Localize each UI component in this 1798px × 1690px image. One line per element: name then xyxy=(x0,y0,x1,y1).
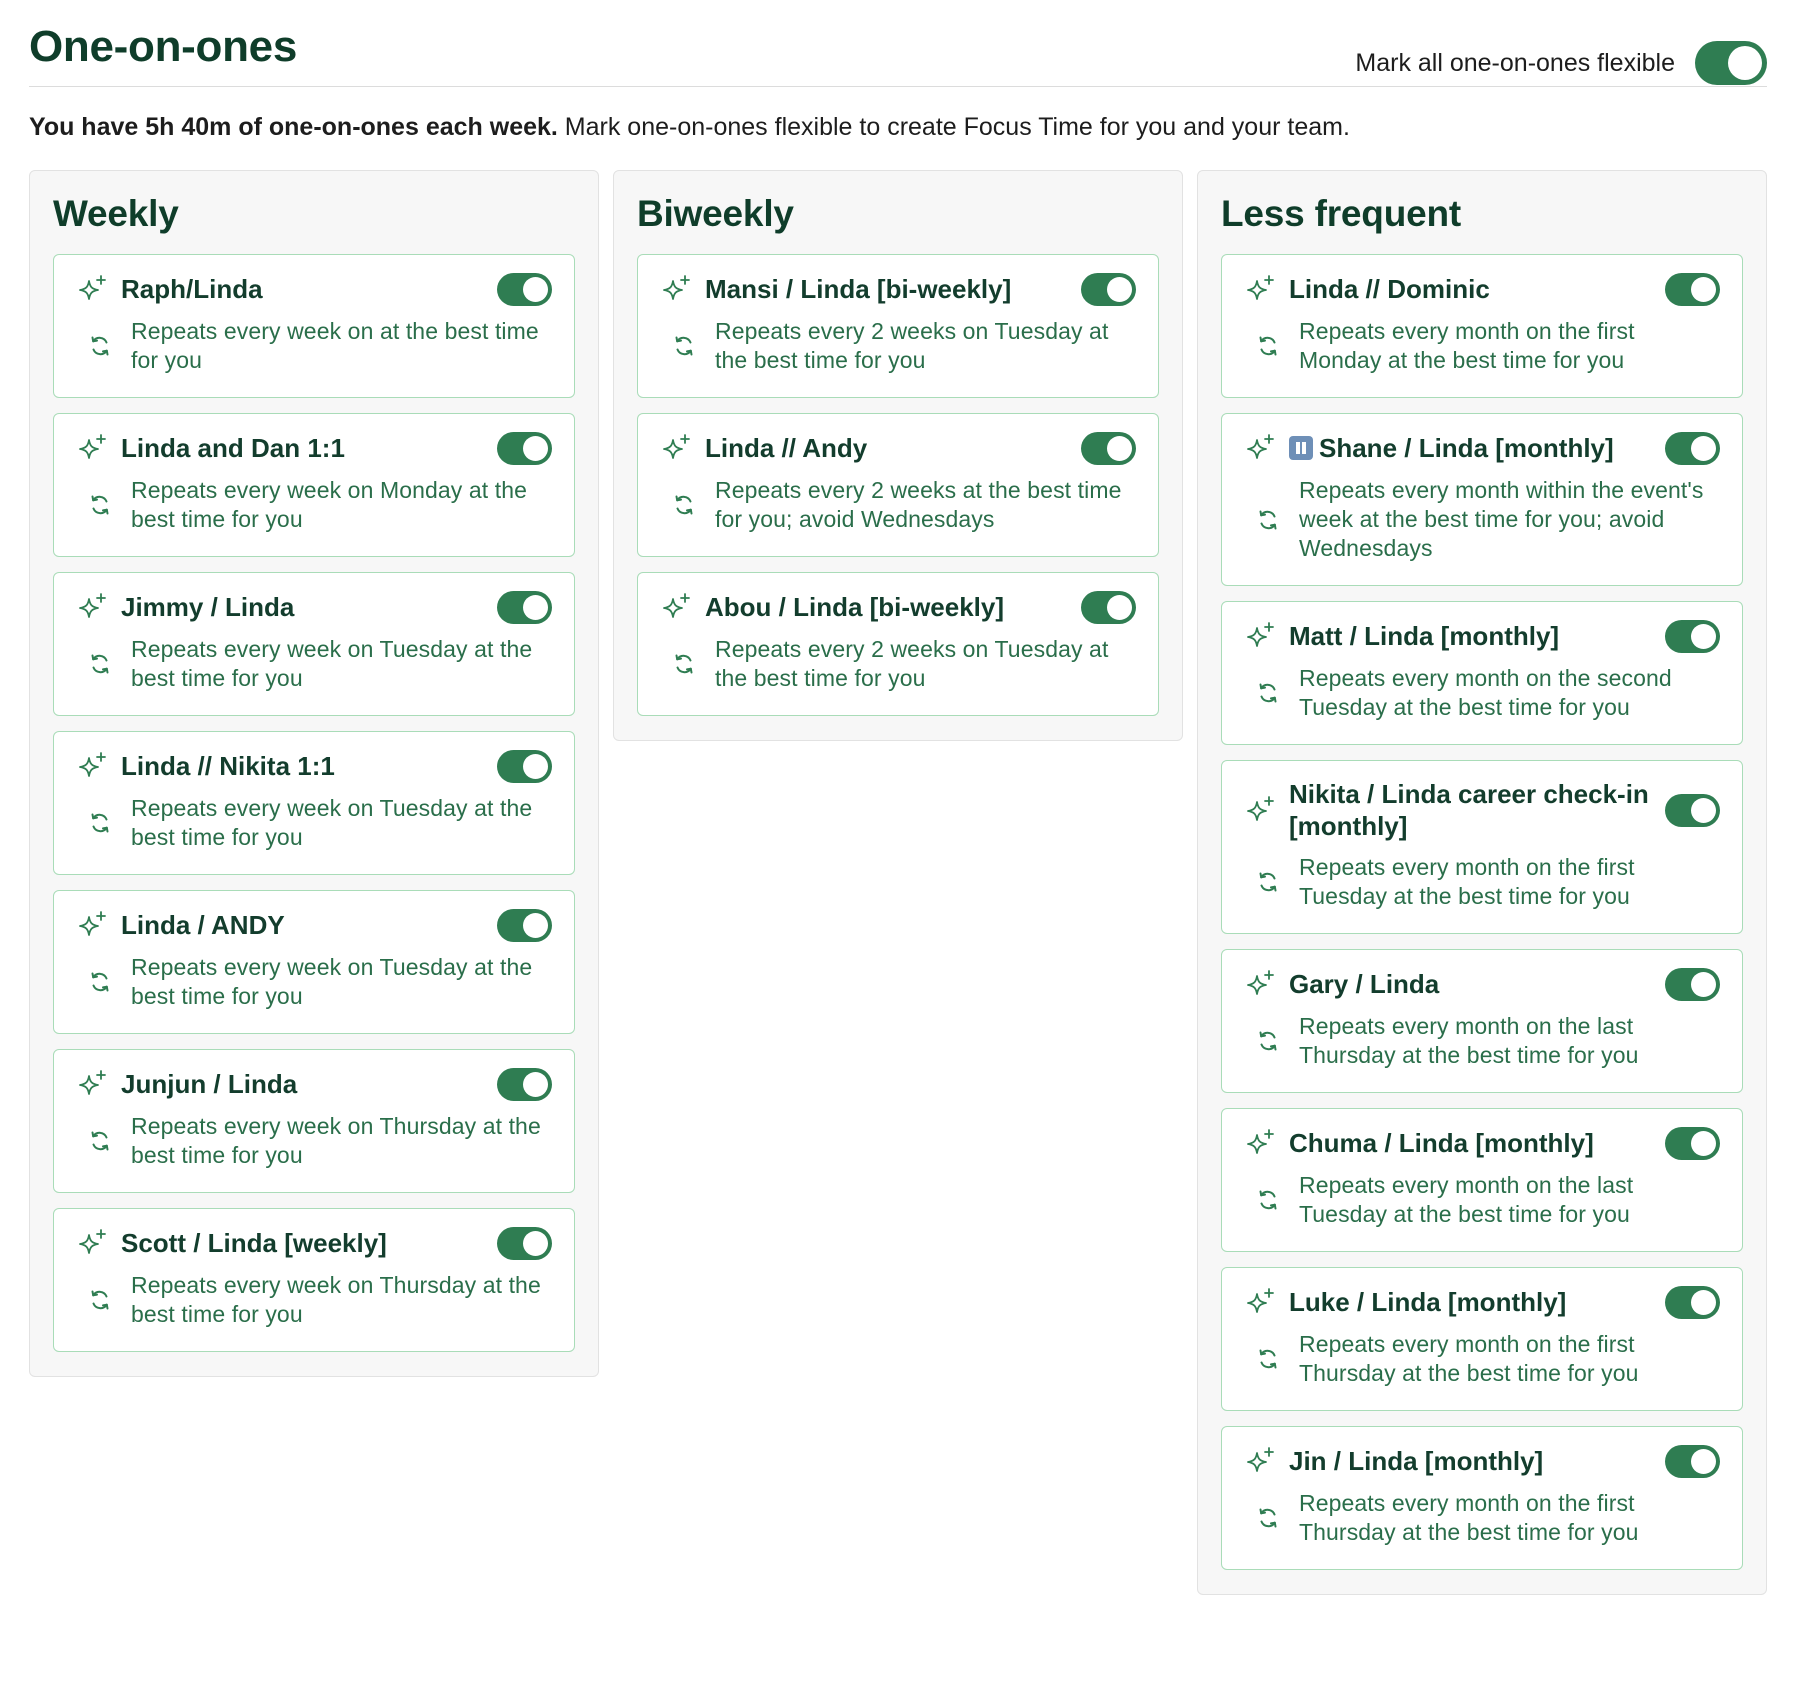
toggle-knob xyxy=(1691,624,1716,649)
sparkle-icon xyxy=(1245,794,1277,826)
toggle-knob xyxy=(1691,798,1716,823)
flexible-toggle[interactable] xyxy=(1665,1286,1720,1319)
card-description: Repeats every week on Tuesday at the best time for you xyxy=(131,795,533,850)
sparkle-icon xyxy=(661,591,693,623)
card-header xyxy=(1245,1126,1720,1160)
one-on-one-card xyxy=(53,731,575,875)
card-title xyxy=(705,273,1011,305)
toggle-knob xyxy=(1107,277,1132,302)
one-on-one-card xyxy=(637,254,1159,398)
card-body xyxy=(1245,1012,1720,1070)
repeat-icon xyxy=(1255,680,1281,706)
card-body xyxy=(661,635,1136,693)
card-title-wrap xyxy=(77,909,285,941)
card-description: Repeats every month on the first Monday at the best time for you xyxy=(1299,318,1635,373)
sparkle-icon xyxy=(77,432,109,464)
repeat-icon xyxy=(1255,1346,1281,1372)
repeat-icon xyxy=(671,651,697,677)
card-description: Repeats every 2 weeks at the best time for you; avoid Wednesdays xyxy=(715,477,1122,532)
column-title: Biweekly xyxy=(637,193,794,234)
card-title-text: Gary / Linda xyxy=(1289,969,1440,999)
card-header xyxy=(1245,1285,1720,1319)
flexible-toggle[interactable] xyxy=(497,432,552,465)
card-description: Repeats every 2 weeks on Tuesday at the best time for you xyxy=(715,636,1109,691)
toggle-knob xyxy=(1728,46,1762,80)
flexible-toggle[interactable] xyxy=(1665,968,1720,1001)
card-body xyxy=(77,476,552,534)
card-title-wrap xyxy=(77,273,263,305)
card-description: Repeats every 2 weeks on Tuesday at the best time for you xyxy=(715,318,1109,373)
one-on-one-card xyxy=(1221,949,1743,1093)
sparkle-icon xyxy=(77,1068,109,1100)
sparkle-icon xyxy=(77,1227,109,1259)
flexible-toggle[interactable] xyxy=(1665,432,1720,465)
card-title-text: Linda // Dominic xyxy=(1289,274,1490,304)
repeat-icon xyxy=(1255,1028,1281,1054)
card-body xyxy=(1245,1489,1720,1547)
repeat-icon xyxy=(87,651,113,677)
card-description: Repeats every week on at the best time for you xyxy=(131,318,539,373)
sparkle-icon xyxy=(1245,273,1277,305)
flexible-toggle[interactable] xyxy=(1081,432,1136,465)
card-body xyxy=(1245,1171,1720,1229)
card-title-wrap xyxy=(1245,1286,1566,1318)
page-header xyxy=(29,0,1767,87)
card-title xyxy=(705,432,867,464)
toggle-knob xyxy=(523,436,548,461)
repeat-icon xyxy=(1255,333,1281,359)
card-body xyxy=(1245,853,1720,911)
one-on-one-card xyxy=(53,1049,575,1193)
card-header xyxy=(1245,431,1720,465)
sparkle-icon xyxy=(77,591,109,623)
toggle-knob xyxy=(523,913,548,938)
card-title xyxy=(121,273,263,305)
card-header xyxy=(1245,272,1720,306)
card-description: Repeats every week on Thursday at the best time for you xyxy=(131,1113,541,1168)
column-weekly xyxy=(29,170,599,1377)
card-description: Repeats every month on the first Tuesday at the best time for you xyxy=(1299,854,1635,909)
card-title-text: Linda // Andy xyxy=(705,433,868,463)
card-header xyxy=(661,431,1136,465)
one-on-one-card xyxy=(1221,1267,1743,1411)
card-title-text: Linda / ANDY xyxy=(121,910,285,940)
card-description: Repeats every month on the first Thursday at the best time for you xyxy=(1299,1490,1639,1545)
summary-text xyxy=(29,113,1350,142)
one-on-one-card xyxy=(53,890,575,1034)
card-title-text: Linda and Dan 1:1 xyxy=(121,433,345,463)
repeat-icon xyxy=(87,810,113,836)
repeat-icon xyxy=(1255,507,1281,533)
card-title-wrap xyxy=(1245,432,1614,464)
card-title-text: Abou / Linda [bi-weekly] xyxy=(705,592,1005,622)
card-title xyxy=(1289,1286,1566,1318)
flexible-toggle[interactable] xyxy=(497,273,552,306)
toggle-knob xyxy=(1107,595,1132,620)
column-biweekly xyxy=(613,170,1183,741)
one-on-one-card xyxy=(53,254,575,398)
card-title-text: Nikita / Linda career check-in [monthly] xyxy=(1289,779,1649,841)
card-body xyxy=(77,1271,552,1329)
card-title xyxy=(121,591,294,623)
card-title xyxy=(1289,273,1490,305)
card-header xyxy=(661,590,1136,624)
repeat-icon xyxy=(87,492,113,518)
flexible-toggle[interactable] xyxy=(497,1068,552,1101)
flexible-toggle[interactable] xyxy=(497,591,552,624)
one-on-one-card xyxy=(1221,760,1743,934)
toggle-knob xyxy=(523,1231,548,1256)
mark-all-flexible-toggle[interactable] xyxy=(1695,41,1767,85)
flexible-toggle[interactable] xyxy=(1665,1445,1720,1478)
one-on-one-card xyxy=(53,1208,575,1352)
card-header xyxy=(1245,778,1720,842)
toggle-knob xyxy=(523,277,548,302)
card-body xyxy=(1245,317,1720,375)
toggle-knob xyxy=(1691,1131,1716,1156)
one-on-one-card xyxy=(1221,413,1743,586)
card-description: Repeats every week on Tuesday at the best time for you xyxy=(131,636,533,691)
sparkle-icon xyxy=(1245,432,1277,464)
pause-icon xyxy=(1289,436,1313,460)
summary-rest: Mark one-on-ones flexible to create Focus Time for you and your team. xyxy=(557,113,1350,141)
card-description: Repeats every month on the first Thursday at the best time for you xyxy=(1299,1331,1639,1386)
repeat-icon xyxy=(87,969,113,995)
card-title-wrap xyxy=(1245,273,1490,305)
sparkle-icon xyxy=(661,273,693,305)
card-title xyxy=(1289,432,1614,464)
card-body xyxy=(77,317,552,375)
card-body xyxy=(1245,476,1720,563)
card-title-text: Chuma / Linda [monthly] xyxy=(1289,1128,1594,1158)
card-body xyxy=(77,635,552,693)
sparkle-icon xyxy=(1245,620,1277,652)
one-on-one-card xyxy=(1221,1426,1743,1570)
card-title xyxy=(1289,1127,1594,1159)
card-header xyxy=(1245,1444,1720,1478)
repeat-icon xyxy=(87,1287,113,1313)
sparkle-icon xyxy=(1245,1286,1277,1318)
toggle-knob xyxy=(523,595,548,620)
one-on-one-card xyxy=(1221,1108,1743,1252)
flexible-toggle[interactable] xyxy=(1081,591,1136,624)
card-title-text: Raph/Linda xyxy=(121,274,263,304)
toggle-knob xyxy=(1691,277,1716,302)
card-header xyxy=(77,431,552,465)
card-title-wrap xyxy=(1245,1127,1594,1159)
card-title-wrap xyxy=(77,750,335,782)
card-title-wrap xyxy=(1245,620,1559,652)
card-body xyxy=(1245,1330,1720,1388)
card-title-wrap xyxy=(1245,968,1439,1000)
flexible-toggle[interactable] xyxy=(1665,273,1720,306)
card-title-text: Jimmy / Linda xyxy=(121,592,295,622)
flexible-toggle[interactable] xyxy=(1665,794,1720,827)
toggle-knob xyxy=(1691,1290,1716,1315)
card-body xyxy=(1245,664,1720,722)
card-header xyxy=(77,272,552,306)
card-header xyxy=(77,590,552,624)
card-title xyxy=(1289,1445,1543,1477)
card-title-wrap xyxy=(77,432,345,464)
flexible-toggle[interactable] xyxy=(497,750,552,783)
toggle-knob xyxy=(1107,436,1132,461)
mark-all-flexible xyxy=(1355,41,1767,85)
one-on-one-card xyxy=(53,572,575,716)
card-description: Repeats every month on the last Tuesday at the best time for you xyxy=(1299,1172,1634,1227)
card-title-text: Junjun / Linda xyxy=(121,1069,298,1099)
toggle-knob xyxy=(1691,972,1716,997)
summary-bold: You have 5h 40m of one-on-ones each week. xyxy=(29,113,558,141)
card-body xyxy=(77,953,552,1011)
card-description: Repeats every week on Monday at the best time for you xyxy=(131,477,528,532)
card-title-wrap xyxy=(77,1227,387,1259)
card-body xyxy=(661,317,1136,375)
card-header xyxy=(77,1226,552,1260)
card-list xyxy=(637,254,1159,716)
page-title: One-on-ones xyxy=(29,22,298,71)
card-title xyxy=(1289,620,1559,652)
card-title-wrap xyxy=(661,432,867,464)
flexible-toggle[interactable] xyxy=(1665,1127,1720,1160)
card-title-wrap xyxy=(661,273,1011,305)
card-title-text: Shane / Linda [monthly] xyxy=(1319,433,1614,463)
card-title xyxy=(1289,778,1653,842)
card-body xyxy=(77,794,552,852)
sparkle-icon xyxy=(77,273,109,305)
column-title: Weekly xyxy=(53,193,179,234)
toggle-knob xyxy=(1691,436,1716,461)
card-body xyxy=(661,476,1136,534)
card-header xyxy=(77,749,552,783)
card-title xyxy=(121,1068,297,1100)
sparkle-icon xyxy=(1245,1127,1277,1159)
card-description: Repeats every month within the event's week at the best time for you; avoid Wednesdays xyxy=(1299,477,1704,561)
repeat-icon xyxy=(87,333,113,359)
card-list xyxy=(1221,254,1743,1570)
flexible-toggle[interactable] xyxy=(1665,620,1720,653)
card-body xyxy=(77,1112,552,1170)
card-header xyxy=(1245,967,1720,1001)
card-title xyxy=(1289,968,1439,1000)
card-title xyxy=(705,591,1004,623)
card-title-wrap xyxy=(1245,1445,1543,1477)
sparkle-icon xyxy=(77,909,109,941)
card-header xyxy=(1245,619,1720,653)
one-on-one-card xyxy=(1221,601,1743,745)
card-title xyxy=(121,432,345,464)
card-title-wrap xyxy=(77,1068,297,1100)
sparkle-icon xyxy=(1245,968,1277,1000)
one-on-one-card xyxy=(637,413,1159,557)
card-list xyxy=(53,254,575,1352)
one-on-one-card xyxy=(1221,254,1743,398)
card-title-text: Matt / Linda [monthly] xyxy=(1289,621,1560,651)
card-title-text: Jin / Linda [monthly] xyxy=(1289,1446,1544,1476)
flexible-toggle[interactable] xyxy=(497,1227,552,1260)
toggle-knob xyxy=(1691,1449,1716,1474)
card-description: Repeats every month on the second Tuesday at the best time for you xyxy=(1299,665,1672,720)
card-title-wrap xyxy=(77,591,294,623)
repeat-icon xyxy=(1255,869,1281,895)
column-title: Less frequent xyxy=(1221,193,1462,234)
column-less-frequent xyxy=(1197,170,1767,1595)
repeat-icon xyxy=(671,492,697,518)
sparkle-icon xyxy=(661,432,693,464)
sparkle-icon xyxy=(1245,1445,1277,1477)
card-title-text: Linda // Nikita 1:1 xyxy=(121,751,335,781)
card-header xyxy=(77,908,552,942)
one-on-one-card xyxy=(637,572,1159,716)
flexible-toggle[interactable] xyxy=(497,909,552,942)
repeat-icon xyxy=(671,333,697,359)
card-header xyxy=(661,272,1136,306)
card-description: Repeats every month on the last Thursday at the best time for you xyxy=(1299,1013,1639,1068)
repeat-icon xyxy=(1255,1505,1281,1531)
card-title-text: Mansi / Linda [bi-weekly] xyxy=(705,274,1012,304)
toggle-knob xyxy=(523,1072,548,1097)
card-title xyxy=(121,750,335,782)
card-title-text: Scott / Linda [weekly] xyxy=(121,1228,387,1258)
card-title-text: Luke / Linda [monthly] xyxy=(1289,1287,1567,1317)
card-description: Repeats every week on Thursday at the best time for you xyxy=(131,1272,541,1327)
mark-all-flexible-label: Mark all one-on-ones flexible xyxy=(1355,48,1675,77)
sparkle-icon xyxy=(77,750,109,782)
flexible-toggle[interactable] xyxy=(1081,273,1136,306)
one-on-one-card xyxy=(53,413,575,557)
card-title-wrap xyxy=(661,591,1004,623)
card-title xyxy=(121,909,285,941)
toggle-knob xyxy=(523,754,548,779)
repeat-icon xyxy=(87,1128,113,1154)
one-on-ones-page xyxy=(29,0,1767,1545)
card-description: Repeats every week on Tuesday at the best time for you xyxy=(131,954,533,1009)
card-header xyxy=(77,1067,552,1101)
repeat-icon xyxy=(1255,1187,1281,1213)
card-title-wrap xyxy=(1245,778,1653,842)
card-title xyxy=(121,1227,387,1259)
